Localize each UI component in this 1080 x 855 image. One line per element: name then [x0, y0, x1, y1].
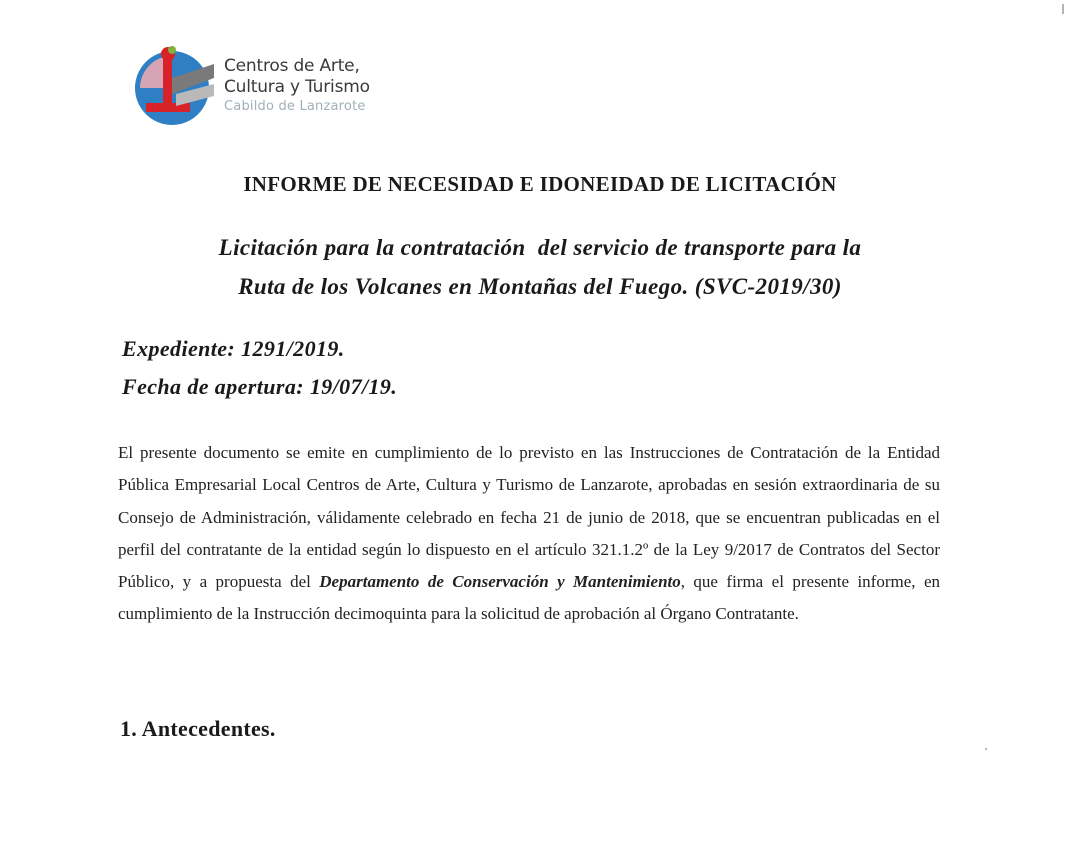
logo-line-2: Cultura y Turismo: [224, 77, 370, 97]
section-heading: 1. Antecedentes.: [120, 716, 276, 741]
intro-paragraph: [118, 437, 940, 631]
organization-logo: [132, 44, 392, 126]
logo-mark-icon: [132, 44, 216, 126]
paragraph-text-part-1: El presente documento se emite en cumplimiento de lo previsto en las Instrucciones de Contratación de la Entidad Pública Empresarial Local Centros de Arte, Cultura y Turismo de Lanzarote, aprobadas en sesión extraordinaria de su Consejo de Administración, válidamente celebrado en fecha 21 de junio de 2018, que se encuentran publicadas en el perfil del contratante de la entidad según lo dispuesto en el artículo 321.1.2º de la Ley 9/2017 de Contratos del Sector Público, y a propuesta del: [118, 443, 940, 592]
document-subtitle: [90, 228, 990, 306]
paragraph-text-part-2: , que firma el presente informe, en cumplimiento de la Instrucción decimoquinta para la solicitud de aprobación al Órgano Contratante.: [118, 572, 940, 624]
opening-date: Fecha de apertura: 19/07/19.: [122, 374, 398, 399]
scan-artifact: [985, 748, 987, 750]
department-name: Departamento de Conservación y Mantenimiento: [319, 572, 681, 592]
expediente-number: Expediente: 1291/2019.: [122, 336, 345, 361]
scan-artifact: [1062, 4, 1064, 14]
logo-text: [224, 56, 370, 116]
document-metadata: [122, 330, 397, 406]
document-title: INFORME DE NECESIDAD E IDONEIDAD DE LICITACIÓN: [243, 172, 837, 196]
subtitle-line-2: Ruta de los Volcanes en Montañas del Fuego. (SVC-2019/30): [238, 274, 842, 299]
logo-line-1: Centros de Arte,: [224, 56, 360, 76]
logo-line-3: Cabildo de Lanzarote: [224, 99, 366, 114]
subtitle-line-1: Licitación para la contratación del servicio de transporte para la: [218, 235, 862, 260]
